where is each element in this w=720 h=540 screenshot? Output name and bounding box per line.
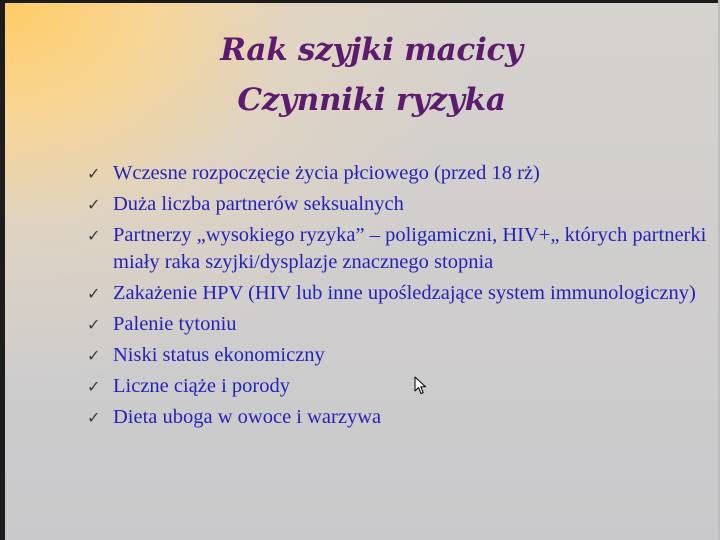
- slide-title-line-2: Czynniki ryzyka: [237, 82, 506, 118]
- check-icon: ✓: [87, 377, 101, 396]
- list-item-label: Dieta uboga w owoce i warzywa: [113, 406, 382, 428]
- list-item-label: Niski status ekonomiczny: [113, 344, 325, 366]
- list-item: [87, 342, 707, 369]
- list-item-label: Duża liczba partnerów seksualnych: [113, 193, 404, 215]
- check-icon: ✓: [87, 315, 101, 334]
- list-item: [87, 404, 707, 431]
- list-item: [87, 191, 707, 218]
- presentation-slide[interactable]: [5, 3, 718, 540]
- list-item: [87, 222, 707, 276]
- list-item: [87, 311, 707, 338]
- risk-factors-list: [87, 160, 707, 435]
- list-item-label: Liczne ciąże i porody: [113, 375, 291, 397]
- check-icon: ✓: [87, 226, 101, 245]
- check-icon: ✓: [87, 164, 101, 183]
- list-item-label: Palenie tytoniu: [113, 313, 237, 335]
- list-item-label: Partnerzy „wysokiego ryzyka” – poligamiczni, HIV+„ których partnerki miały raka szyjki/dysplazje znacznego stopnia: [113, 224, 707, 273]
- list-item: [87, 373, 707, 400]
- slide-title-line-1: Rak szyjki macicy: [220, 32, 523, 68]
- slide-title: [5, 25, 718, 125]
- list-item: [87, 280, 707, 307]
- list-item-label: Zakażenie HPV (HIV lub inne upośledzające system immunologiczny): [113, 282, 696, 304]
- list-item-label: Wczesne rozpoczęcie życia płciowego (przed 18 rż): [113, 162, 540, 184]
- check-icon: ✓: [87, 195, 101, 214]
- check-icon: ✓: [87, 346, 101, 365]
- check-icon: ✓: [87, 408, 101, 427]
- check-icon: ✓: [87, 284, 101, 303]
- list-item: [87, 160, 707, 187]
- mouse-pointer-icon: [414, 376, 428, 396]
